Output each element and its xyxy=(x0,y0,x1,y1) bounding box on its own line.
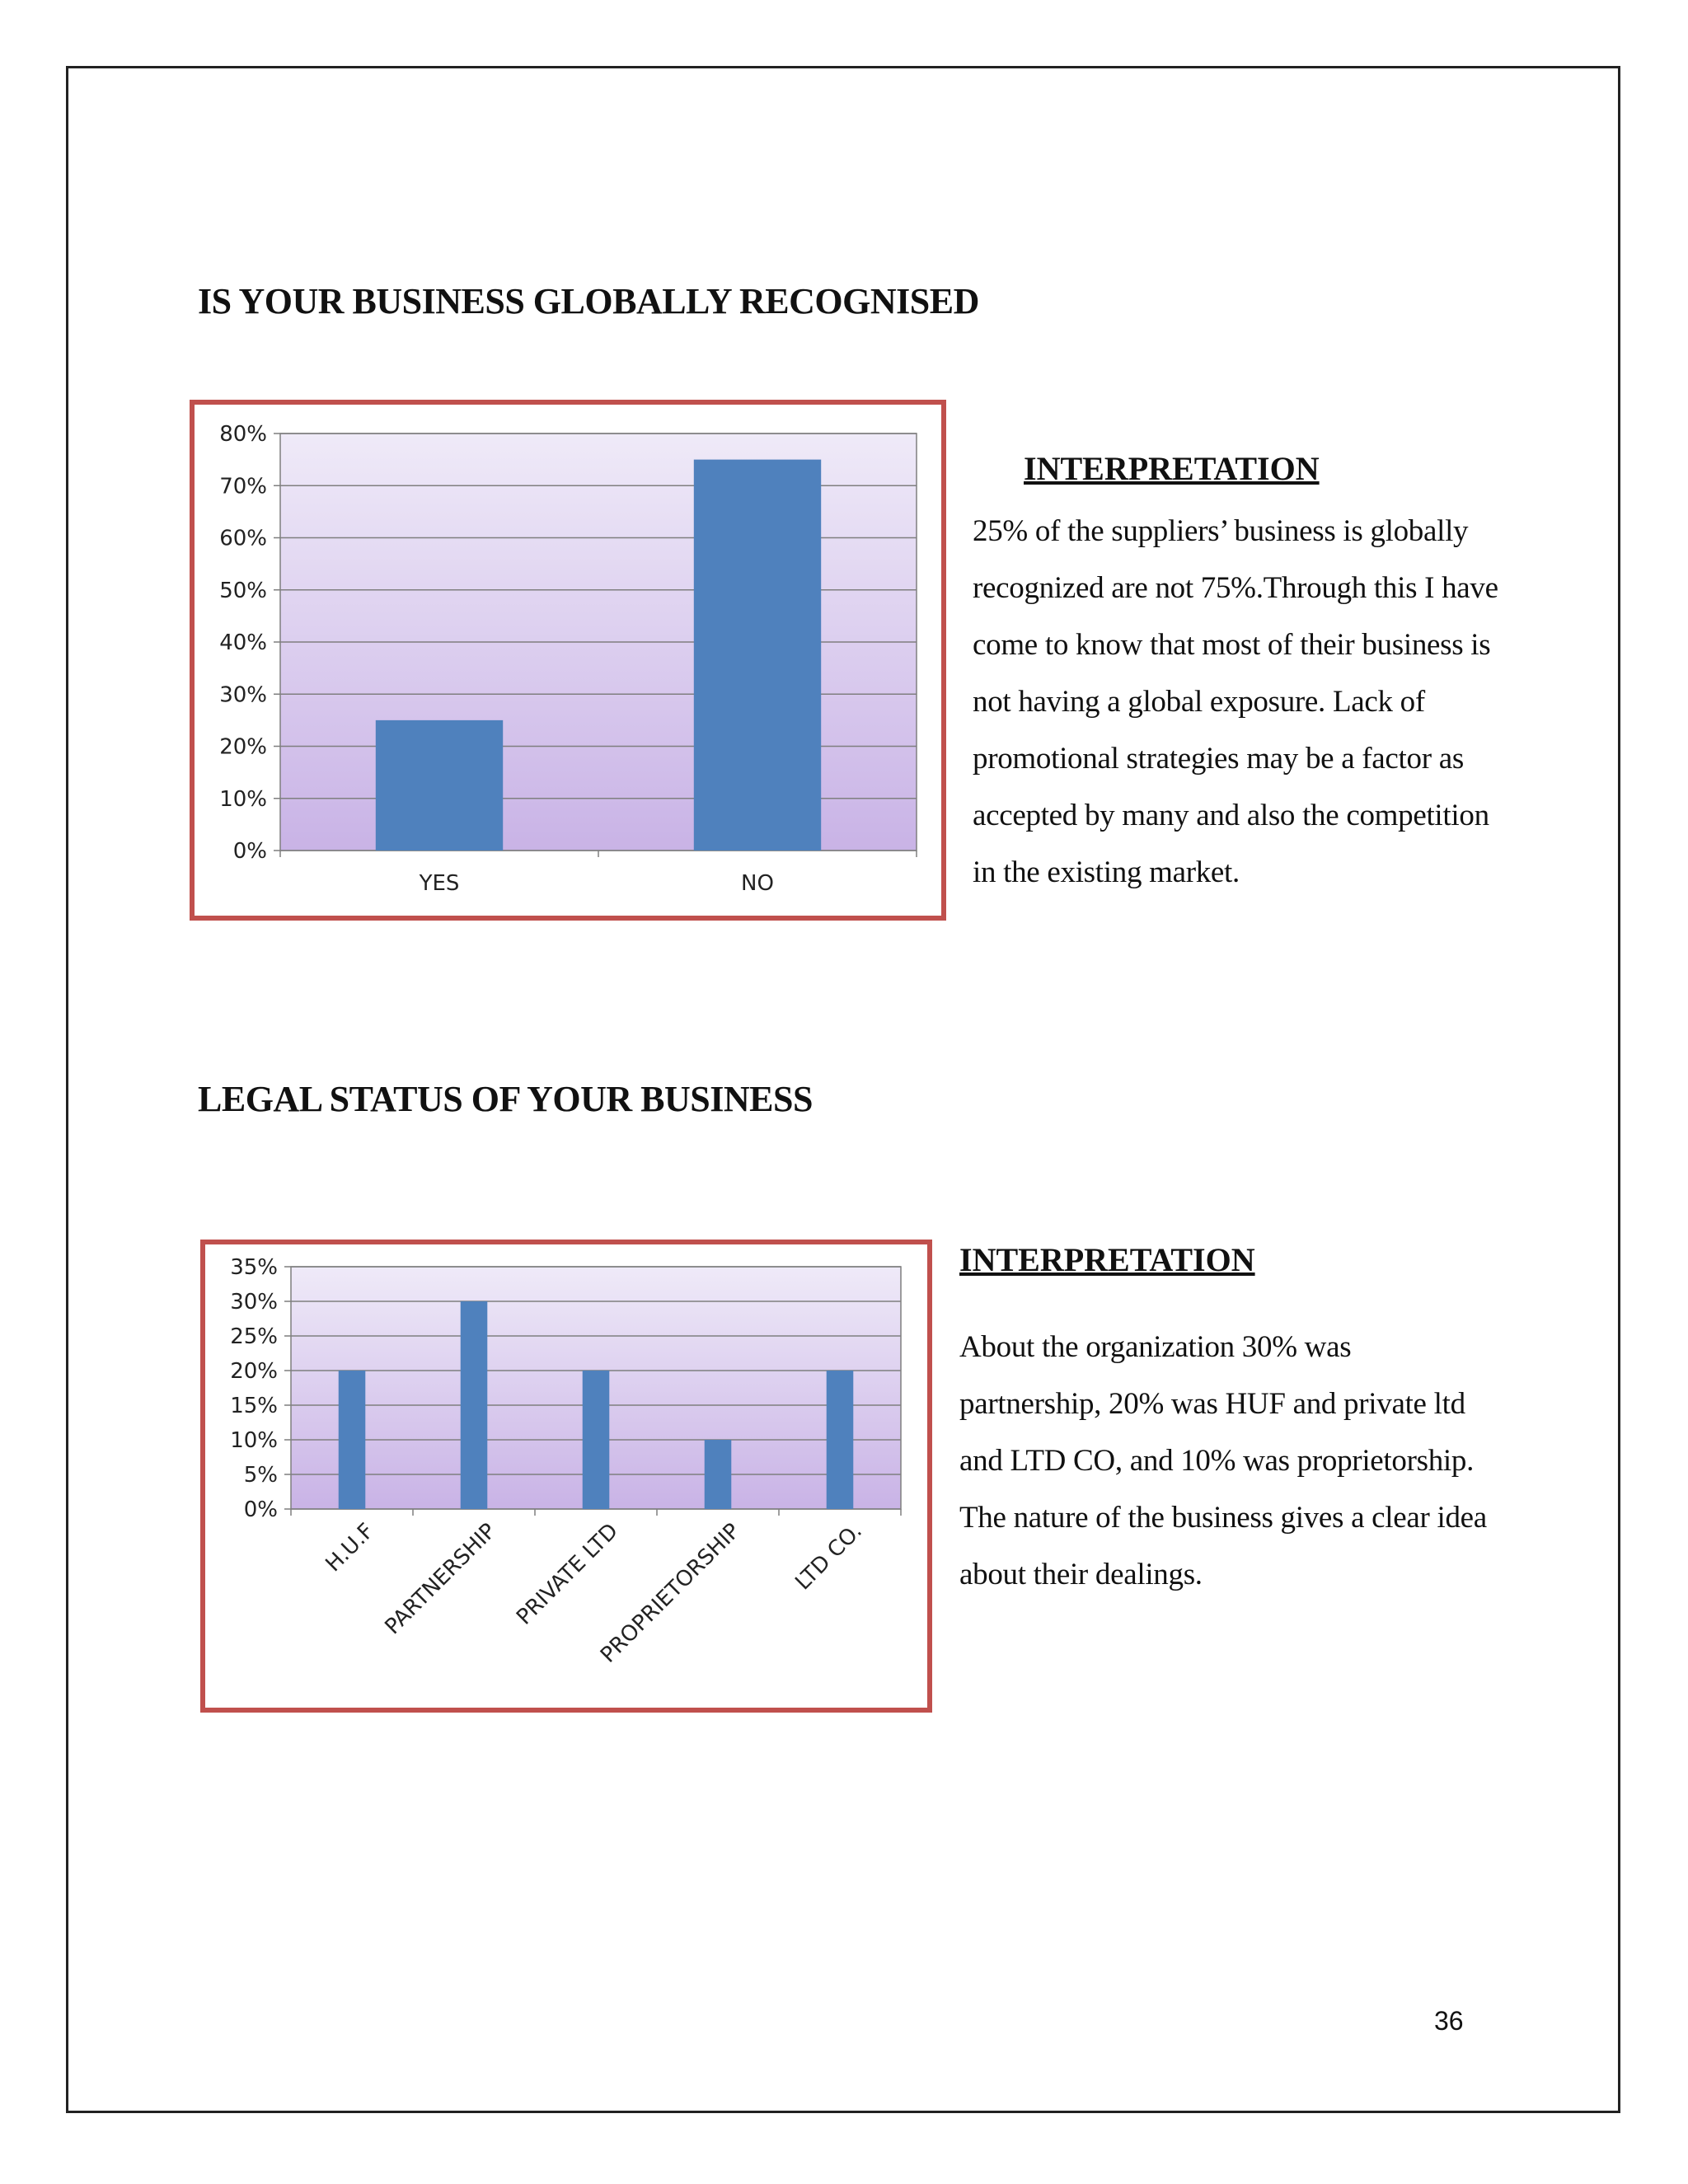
bar-h-u-f xyxy=(339,1371,366,1509)
y-tick-label: 0% xyxy=(243,1497,278,1522)
y-tick-label: 10% xyxy=(230,1428,278,1453)
bar-no xyxy=(694,460,821,851)
y-tick-label: 20% xyxy=(219,734,267,760)
bar-partnership xyxy=(461,1301,488,1509)
bar-private-ltd xyxy=(583,1371,610,1509)
y-tick-label: 0% xyxy=(232,839,267,864)
x-category-label: PRIVATE LTD xyxy=(512,1518,623,1630)
y-tick-label: 20% xyxy=(230,1359,278,1384)
section2-interpretation-title: INTERPRETATION xyxy=(959,1241,1255,1278)
section2-interpretation-text: About the organization 30% was partnership, 20% was HUF and private ltd and LTD CO, and 10% was proprietorship. The nature of the business gives a clear idea about their dealings. xyxy=(959,1330,1487,1591)
y-tick-label: 10% xyxy=(219,786,267,812)
y-tick-label: 5% xyxy=(243,1463,278,1488)
y-tick-label: 70% xyxy=(219,474,267,499)
y-tick-label: 60% xyxy=(219,526,267,551)
global-recognition-chart-svg xyxy=(195,405,941,916)
x-category-label: YES xyxy=(419,871,460,896)
section1-interpretation-title: INTERPRETATION xyxy=(1024,450,1320,487)
section1-interpretation-text: 25% of the suppliers’ business is globally recognized are not 75%.Through this I have come to know that most of their business is not having a global exposure. Lack of promotional strategies may be a factor as accepted by many and also the competition in the existing market. xyxy=(973,514,1498,889)
legal-status-chart-svg xyxy=(205,1244,927,1708)
page-number: 36 xyxy=(1434,2006,1464,2036)
x-category-label: NO xyxy=(741,871,774,896)
y-tick-label: 30% xyxy=(219,682,267,708)
bar-yes xyxy=(376,720,503,851)
x-category-label: PARTNERSHIP xyxy=(380,1518,501,1640)
x-category-label: PROPRIETORSHIP xyxy=(596,1518,745,1668)
legal-status-chart xyxy=(200,1240,932,1713)
bar-ltd-co xyxy=(827,1371,854,1509)
bar-proprietorship xyxy=(705,1440,732,1509)
global-recognition-chart xyxy=(190,400,946,921)
y-tick-label: 40% xyxy=(219,630,267,655)
y-tick-label: 25% xyxy=(230,1324,278,1349)
y-tick-label: 30% xyxy=(230,1290,278,1315)
section2-heading: LEGAL STATUS OF YOUR BUSINESS xyxy=(198,1079,813,1119)
x-category-label: H.U.F xyxy=(321,1518,379,1577)
y-tick-label: 15% xyxy=(230,1394,278,1418)
y-tick-label: 80% xyxy=(219,422,267,447)
y-tick-label: 35% xyxy=(230,1255,278,1280)
y-tick-label: 50% xyxy=(219,578,267,603)
x-category-label: LTD CO. xyxy=(790,1518,867,1596)
section1-heading: IS YOUR BUSINESS GLOBALLY RECOGNISED xyxy=(198,281,979,321)
